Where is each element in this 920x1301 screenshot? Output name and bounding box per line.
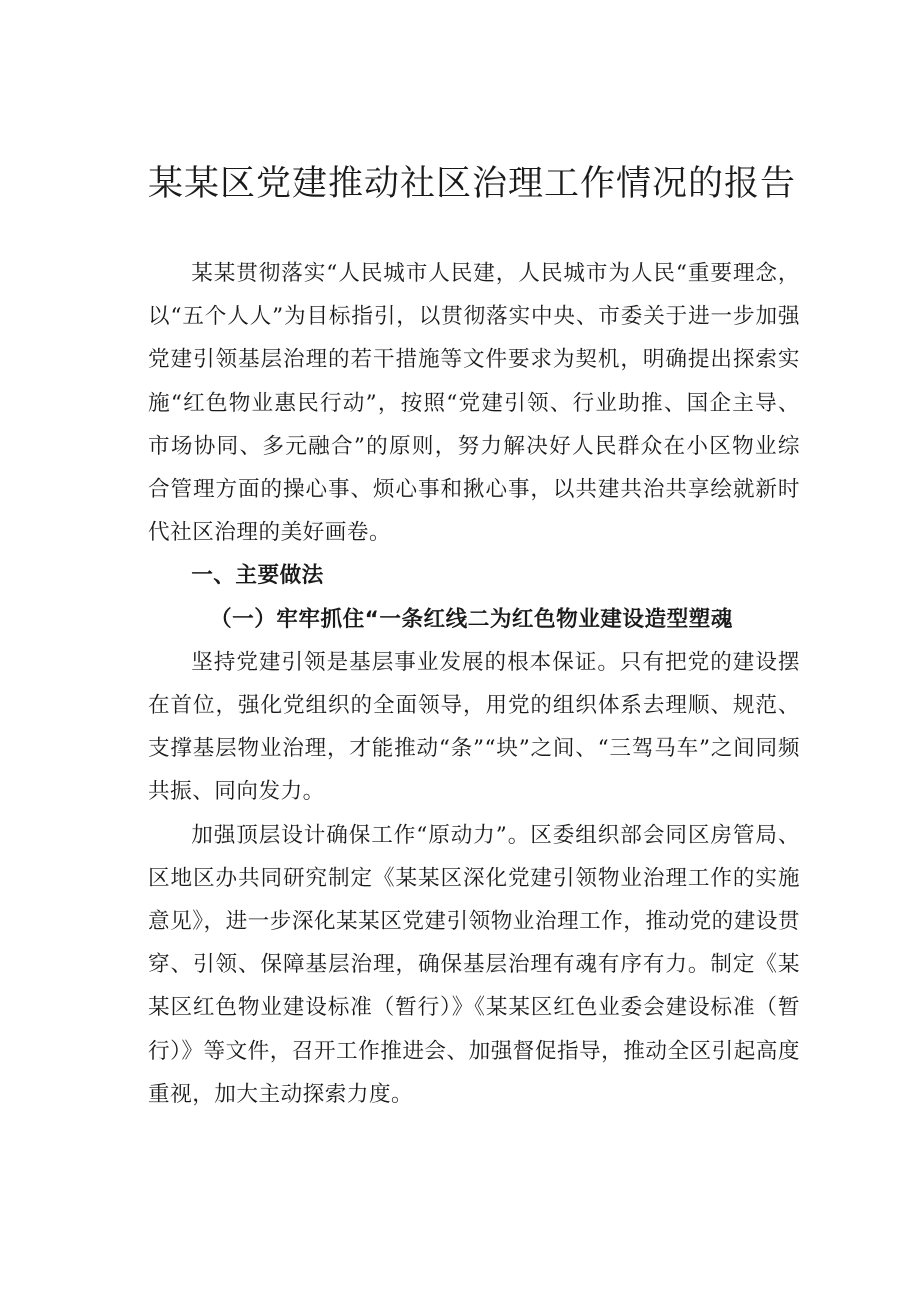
body-paragraph: 坚持党建引领是基层事业发展的根本保证。只有把党的建设摆在首位，强化党组织的全面领导，用党的组织体系去理顺、规范、支撑基层物业治理，才能推动“条”“块”之间、“三驾马车”之间同频共振、同向发力。 [148,649,800,805]
intro-paragraph: 某某贯彻落实“人民城市人民建，人民城市为人民“重要理念，以“五个人人”为目标指引，以贯彻落实中央、市委关于进一步加强党建引领基层治理的若干措施等文件要求为契机，明确提出探索实施“红色物业惠民行动”，按照“党建引领、行业助推、国企主导、市场协同、多元融合”的原则，努力解决好人民群众在小区物业综合管理方面的操心事、烦心事和揪心事，以共建共治共享绘就新时代社区治理的美好画卷。 [148,261,800,546]
subsection-heading: （一）牢牢抓住“一条红线二为红色物业建设造型塑魂 [210,606,733,632]
body-paragraph: 加强顶层设计确保工作“原动力”。区委组织部会同区房管局、区地区办共同研究制定《某某区深化党建引领物业治理工作的实施意见》，进一步深化某某区党建引领物业治理工作，推动党的建设贯穿、引领、保障基层治理，确保基层治理有魂有序有力。制定《某某区红色物业建设标准（暂行）》《某某区红色业委会建设标准（暂行）》等文件，召开工作推进会、加强督促指导，推动全区引起高度重视，加大主动探索力度。 [148,822,801,1107]
section-heading: 一、主要做法 [191,563,324,589]
document-title: 某某区党建推动社区治理工作情况的报告 [148,164,797,204]
document-body [148,252,800,1116]
